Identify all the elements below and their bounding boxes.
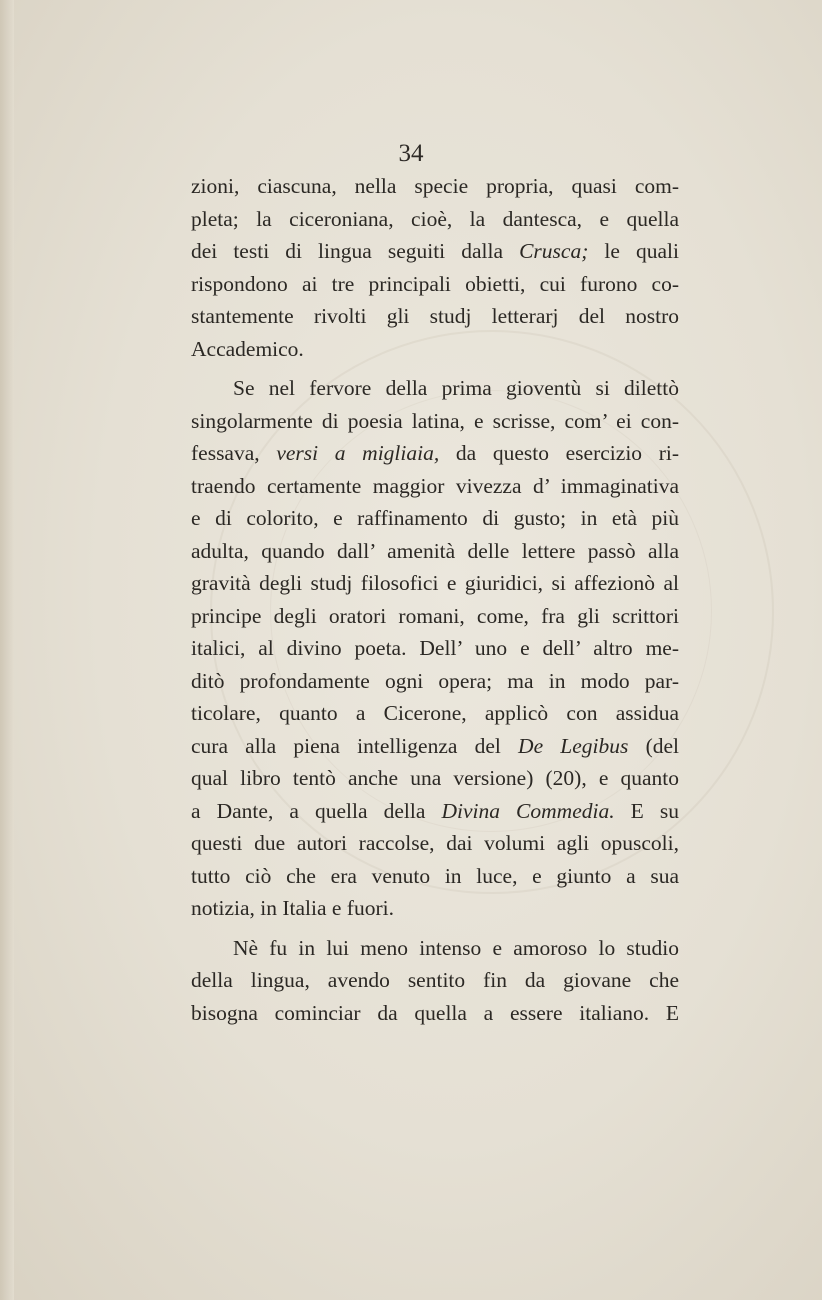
text-line: Se nel fervore della prima gioventù si dilettò — [233, 376, 679, 400]
text-line: traendo certamente maggior vivezza d’ immaginativa — [191, 473, 679, 498]
text-line: rispondono ai tre principali obietti, cui furono co- — [191, 271, 679, 296]
text-line: principe degli oratori romani, come, fra gli scrittori — [191, 603, 679, 628]
text-line: Accademico. — [191, 336, 304, 361]
text-line: zioni, ciascuna, nella specie propria, quasi com- — [191, 174, 679, 198]
text-line: a Dante, a quella della Divina Commedia. E su — [191, 798, 679, 823]
text-line: e di colorito, e raffinamento di gusto; in età più — [191, 506, 679, 530]
text-line: qual libro tentò anche una versione) (20), e quanto — [191, 766, 679, 790]
text-line: singolarmente di poesia latina, e scrisse, com’ ei con- — [191, 408, 679, 433]
text-line: cura alla piena intelligenza del De Legibus (del — [191, 733, 679, 758]
text-line: fessava, versi a migliaia, da questo esercizio ri- — [191, 441, 679, 465]
text-line: bisogna cominciar da quella a essere italiano. E — [191, 1000, 679, 1025]
text-line: ditò profondamente ogni opera; ma in modo par- — [191, 668, 679, 693]
text-line: stantemente rivolti gli studj letterarj del nostro — [191, 304, 679, 328]
page-number: 34 — [398, 140, 424, 167]
text-line: italici, al divino poeta. Dell’ uno e dell’ altro me- — [191, 636, 679, 660]
text-line: tutto ciò che era venuto in luce, e giunto a sua — [191, 863, 679, 888]
text-line: della lingua, avendo sentito fin da giovane che — [191, 968, 679, 992]
body-text — [191, 170, 679, 1029]
text-line: questi due autori raccolse, dai volumi agli opuscoli, — [191, 831, 679, 855]
text-line: notizia, in Italia e fuori. — [191, 896, 394, 920]
text-line: Nè fu in lui meno intenso e amoroso lo studio — [233, 935, 679, 960]
text-line: ticolare, quanto a Cicerone, applicò con assidua — [191, 701, 679, 725]
text-line: adulta, quando dall’ amenità delle lettere passò alla — [191, 538, 679, 563]
text-line: pleta; la ciceroniana, cioè, la dantesca, e quella — [191, 206, 679, 231]
page-spine-shadow — [0, 0, 14, 1300]
text-line: dei testi di lingua seguiti dalla Crusca; le quali — [191, 239, 679, 263]
text-line: gravità degli studj filosofici e giuridici, si affezionò al — [191, 571, 679, 595]
